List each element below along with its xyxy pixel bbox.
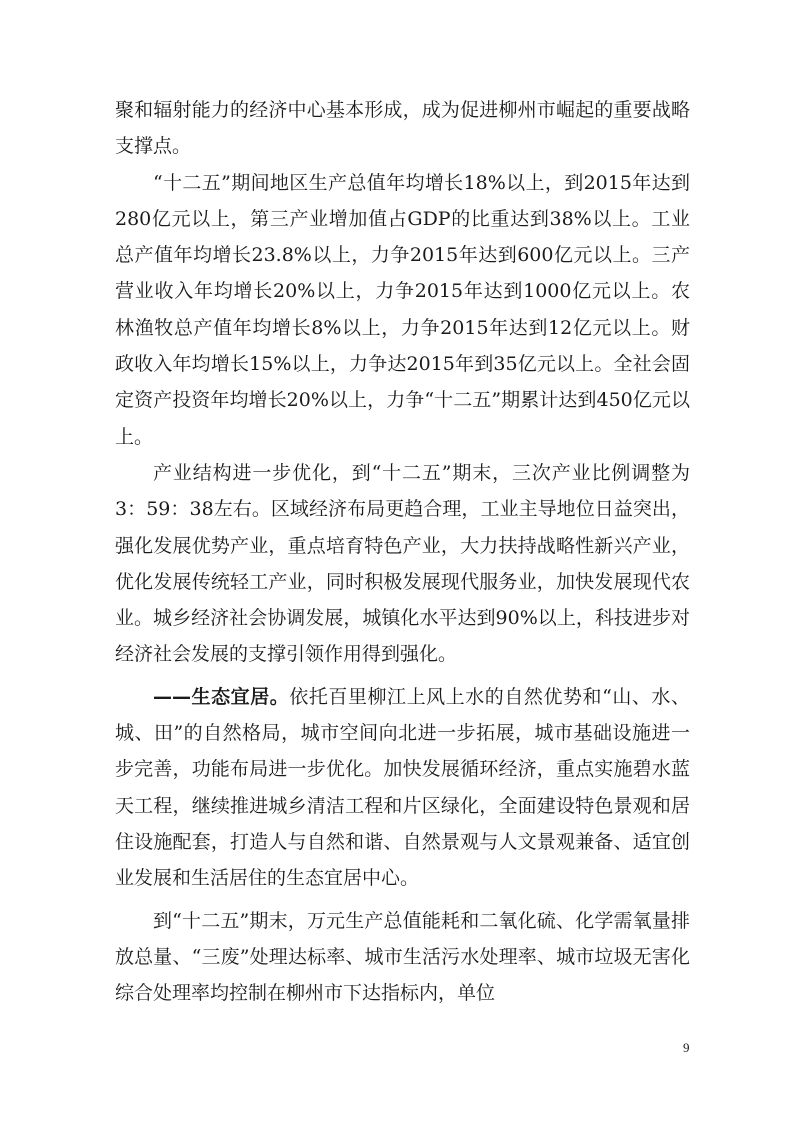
page-number: 9 [683, 1040, 690, 1055]
paragraph-text: “十二五”期间地区生产总值年均增长18%以上，到2015年达到280亿元以上，第三产业增加值占GDP的比重达到38%以上。工业总产值年均增长23.8%以上，力争2015年达到600亿元以上。三产营业收入年均增长20%以上，力争2015年达到1000亿元以上。农林渔牧总产值年均增长8%以上，力争2015年达到12亿元以上。财政收入年均增长15%以上，力争达2015年到35亿元以上。全社会固定资产投资年均增长20%以上，力争“十二五”期累计达到450亿元以上。 [115, 171, 690, 448]
paragraph-ecological-livable [115, 679, 690, 897]
paragraph-text: 依托百里柳江上风上水的自然优势和“山、水、城、田”的自然格局，城市空间向北进一步拓展，城市基础设施进一步完善，功能布局进一步优化。加快发展循环经济，重点实施碧水蓝天工程，继续推进城乡清洁工程和片区绿化，全面建设特色景观和居住设施配套，打造人与自然和谐、自然景观与人文景观兼备、适宜创业发展和生活居住的生态宜居中心。 [115, 685, 690, 890]
paragraph-text: 到“十二五”期末，万元生产总值能耗和二氧化硫、化学需氧量排放总量、“三废”处理达标率、城市生活污水处理率、城市垃圾无害化综合处理率均控制在柳州市下达指标内，单位 [115, 909, 690, 1005]
paragraph-emission-targets [115, 903, 690, 1012]
paragraph-industrial-structure [115, 455, 690, 673]
body-text [115, 92, 690, 1011]
paragraph-text: 产业结构进一步优化，到“十二五”期末，三次产业比例调整为3：59：38左右。区域经济布局更趋合理，工业主导地位日益突出，强化发展优势产业，重点培育特色产业，大力扶持战略性新兴产业，优化发展传统轻工产业，同时积极发展现代服务业，加快发展现代农业。城乡经济社会协调发展，城镇化水平达到90%以上，科技进步对经济社会发展的支撑引领作用得到强化。 [115, 461, 690, 666]
paragraph-continuation [115, 92, 690, 165]
section-lead-heading: ——生态宜居。 [153, 685, 290, 708]
paragraph-text: 聚和辐射能力的经济中心基本形成，成为促进柳州市崛起的重要战略支撑点。 [115, 99, 690, 158]
paragraph-growth-targets [115, 165, 690, 455]
